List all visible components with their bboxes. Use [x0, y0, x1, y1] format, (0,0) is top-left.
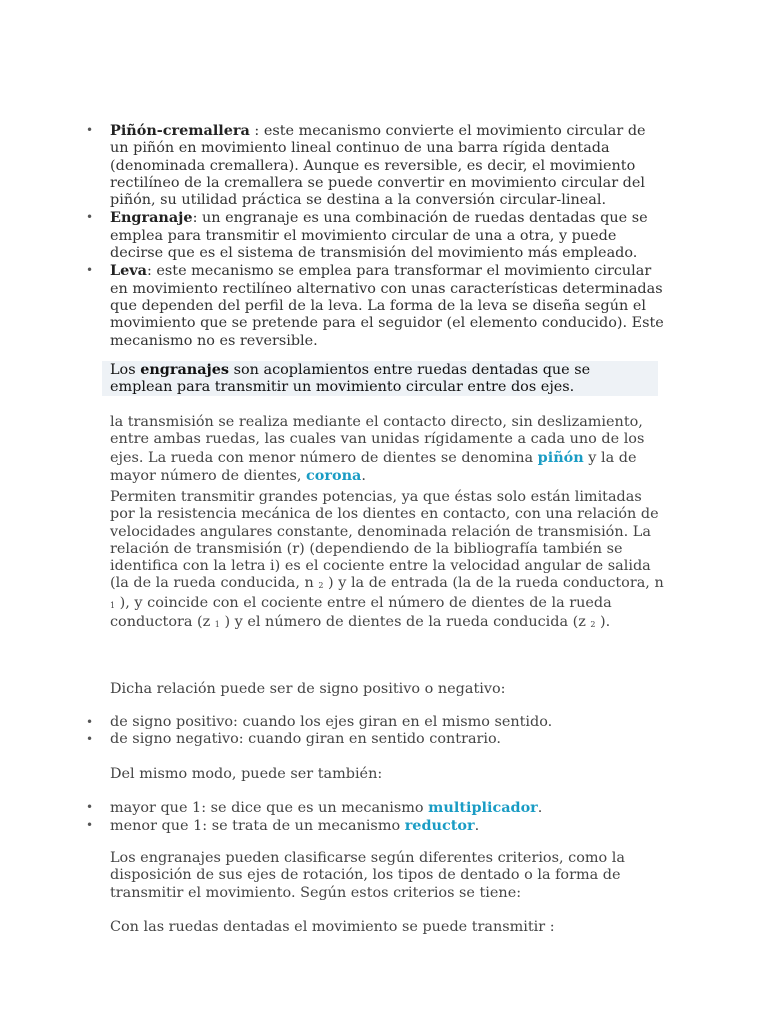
mechanism-description: : este mecanismo convierte el movimiento circular de un piñón en movimiento lineal continuo de una barra rígida dentada (denominada cremallera). Aunque es reversible, es decir, el movimiento rectilíneo de la cremallera se puede convertir en movimiento circular del piñón, su utilidad práctica se destina a la conversión circular-lineal. — [110, 123, 646, 209]
highlight-prefix: Los — [110, 362, 141, 378]
paragraph-text: . — [361, 467, 366, 484]
paragraph-text: y la de mayor número de dientes, — [110, 449, 637, 484]
bullet-icon: • — [86, 123, 94, 137]
bullet-icon: • — [86, 210, 94, 225]
list-item-text: . — [537, 800, 543, 816]
list-item-text: de signo positivo: cuando los ejes giran en el mismo sentido. — [110, 714, 553, 730]
bullet-icon: • — [86, 715, 94, 729]
list-item — [0, 122, 768, 209]
list-item — [0, 731, 652, 748]
reductor-keyword: reductor — [404, 817, 475, 835]
bullet-icon: • — [86, 800, 94, 814]
paragraph-text: ), y coincide con el cociente entre el número de dientes de la rueda conductora (z — [110, 594, 612, 631]
list-item — [0, 714, 652, 731]
list-item — [0, 817, 642, 835]
highlight-keyword: engranajes — [140, 361, 230, 378]
subscript: 2 — [318, 581, 324, 591]
subscript: 1 — [110, 600, 116, 610]
ratio-paragraph — [110, 489, 670, 633]
mechanism-term: Engranaje — [110, 209, 193, 227]
highlight-box — [102, 361, 658, 396]
subscript: 2 — [590, 620, 596, 630]
list-item-text: de signo negativo: cuando giran en sentido contrario. — [110, 731, 501, 748]
mechanism-term: Leva — [110, 262, 147, 280]
bullet-icon: • — [86, 263, 94, 278]
bullet-icon: • — [86, 732, 94, 747]
list-item-text: . — [474, 818, 480, 835]
list-item-text: mayor que 1: se dice que es un mecanismo — [110, 800, 429, 816]
paragraph-text: ) y la de entrada (la de la rueda conductora, n — [323, 575, 664, 592]
sign-list — [0, 714, 652, 749]
mode-intro: Del mismo modo, puede ser también: — [110, 766, 383, 782]
subscript: 1 — [214, 620, 220, 630]
mechanism-description: : este mecanismo se emplea para transformar el movimiento circular en movimiento rectilíneo alternativo con unas características determinadas que dependen del perfil de la leva. La forma de la leva se diseña según el movimiento que se pretende para el seguidor (el elemento conducido). Este mecanismo no es reversible. — [110, 263, 664, 349]
mechanism-description: : un engranaje es una combinación de ruedas dentadas que se emplea para transmitir el movimiento circular de una a otra, y puede decirse que es el sistema de transmisión del movimiento más empleado. — [110, 210, 648, 262]
mechanism-term: Piñón-cremallera — [110, 122, 250, 139]
list-item — [0, 262, 768, 349]
multiplicador-keyword: multiplicador — [428, 799, 538, 816]
highlight-text: son acoplamientos entre ruedas dentadas que se emplean para transmitir un movimiento circular entre dos ejes. — [110, 362, 591, 396]
paragraph-text: Permiten transmitir grandes potencias, ya que éstas solo están limitadas por la resistencia mecánica de los dientes en contacto, con una relación de velocidades angulares constante, denominada relación de transmisión. La relación de transmisión (r) (dependiendo de la bibliografía también se identifica con la letra i) es el cociente entre la velocidad angular de salida (la de la rueda conducida, n — [110, 489, 659, 592]
mode-list — [0, 799, 642, 836]
classification-paragraph: Los engranajes pueden clasificarse según diferentes criterios, como la disposición de sus ejes de rotación, los tipos de dentado o la forma de transmitir el movimiento. Según estos criterios se tiene: — [110, 850, 625, 901]
bullet-icon: • — [86, 818, 94, 833]
paragraph-text: ) y el número de dientes de la rueda conducida (z — [219, 614, 591, 631]
paragraph-text: la transmisión se realiza mediante el contacto directo, sin deslizamiento, entre ambas ruedas, las cuales van unidas rígidamente a cada uno de los ejes. La rueda con menor número de dientes se denomina — [110, 414, 645, 466]
sign-intro: Dicha relación puede ser de signo positivo o negativo: — [110, 681, 506, 697]
paragraph-text: ). — [595, 614, 611, 631]
transmission-paragraph — [110, 414, 670, 485]
list-item-text: menor que 1: se trata de un mecanismo — [110, 818, 405, 835]
pinon-keyword: piñón — [537, 448, 584, 466]
list-item — [0, 799, 642, 817]
closing-line: Con las ruedas dentadas el movimiento se puede transmitir : — [110, 919, 555, 935]
mechanism-list — [0, 122, 768, 350]
list-item — [0, 209, 768, 262]
corona-keyword: corona — [306, 466, 362, 484]
